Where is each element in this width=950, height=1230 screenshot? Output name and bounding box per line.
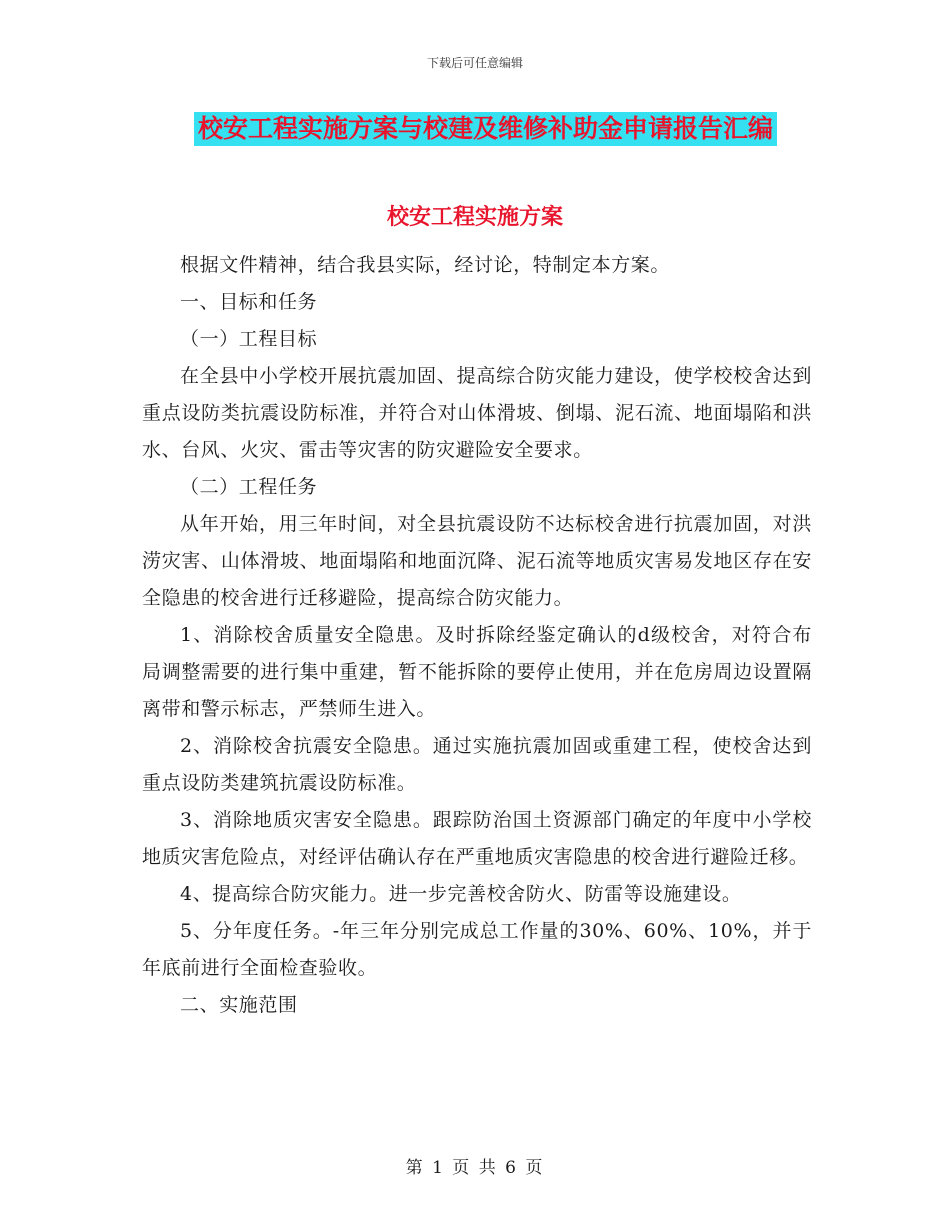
heading-project-tasks: （二）工程任务 — [180, 476, 318, 498]
paragraph-item-3: 3、消除地质灾害安全隐患。跟踪防治国土资源部门确定的年度中小学校地质灾害危险点，对经评估确认存在严重地质灾害隐患的校舍进行避险迁移。 — [142, 809, 812, 868]
heading-project-goal: （一）工程目标 — [180, 328, 318, 350]
document-body — [142, 247, 812, 1024]
paragraph-project-tasks: 从年开始，用三年时间，对全县抗震设防不达标校舍进行抗震加固，对洪涝灾害、山体滑坡、地面塌陷和地面沉降、泥石流等地质灾害易发地区存在安全隐患的校舍进行迁移避险，提高综合防灾能力。 — [142, 513, 812, 609]
paragraph-item-1: 1、消除校舍质量安全隐患。及时拆除经鉴定确认的d级校舍，对符合布局调整需要的进行集中重建，暂不能拆除的要停止使用，并在危房周边设置隔离带和警示标志，严禁师生进入。 — [142, 624, 812, 720]
section-title: 校安工程实施方案 — [386, 204, 563, 230]
paragraph-item-4: 4、提高综合防灾能力。进一步完善校舍防火、防雷等设施建设。 — [180, 883, 742, 905]
header-note: 下载后可任意编辑 — [426, 56, 523, 70]
main-title: 校安工程实施方案与校建及维修补助金申请报告汇编 — [194, 112, 777, 146]
paragraph-project-goal: 在全县中小学校开展抗震加固、提高综合防灾能力建设，使学校校舍达到重点设防类抗震设防标准，并符合对山体滑坡、倒塌、泥石流、地面塌陷和洪水、台风、火灾、雷击等灾害的防灾避险安全要求。 — [142, 365, 812, 461]
paragraph-item-2: 2、消除校舍抗震安全隐患。通过实施抗震加固或重建工程，使校舍达到重点设防类建筑抗震设防标准。 — [142, 735, 812, 794]
paragraph-item-5: 5、分年度任务。-年三年分别完成总工作量的30%、60%、10%，并于年底前进行全面检查验收。 — [142, 920, 812, 979]
paragraph-intro: 根据文件精神，结合我县实际，经讨论，特制定本方案。 — [180, 254, 671, 276]
page-number-footer: 第 1 页 共 6 页 — [405, 1158, 545, 1178]
heading-goals-tasks: 一、目标和任务 — [180, 291, 318, 313]
heading-scope: 二、实施范围 — [180, 994, 298, 1016]
